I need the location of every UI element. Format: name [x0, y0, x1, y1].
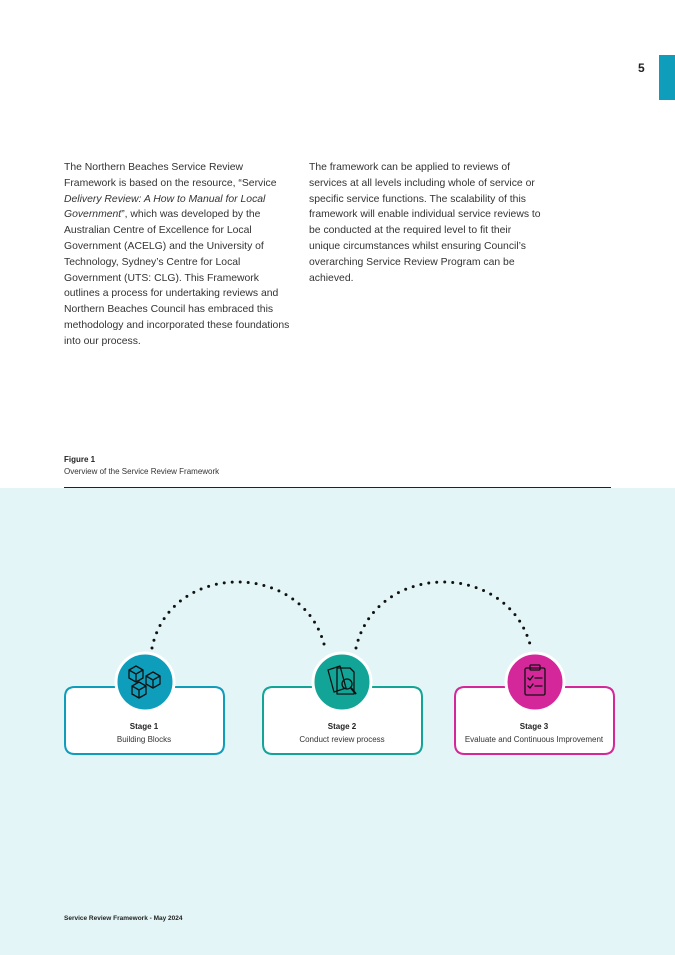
stage-1-subtitle: Building Blocks — [116, 735, 172, 744]
left-paragraph-part: The Northern Beaches Service Review Framework is based on the resource, “Service — [64, 162, 277, 189]
connector-arc-2-3 — [356, 582, 531, 648]
right-paragraph: The framework can be applied to reviews of services at all levels including whole of service or specific service functions. The scalability of this framework will enable individual service reviews to be conducted at the required level to fit their unique circumstances whilst ensuring Council’s overarching Service Review Program can be achieved. — [309, 162, 541, 284]
stage-1-title: Stage 1 — [129, 722, 159, 731]
connector-arc-1-2 — [152, 582, 325, 648]
stage-1-circle — [116, 653, 174, 711]
stage-2-title: Stage 2 — [327, 722, 357, 731]
stage-3-subtitle: Evaluate and Continuous Improvement — [464, 735, 604, 744]
figure-caption: Overview of the Service Review Framework — [64, 467, 220, 476]
figure-label: Figure 1 — [64, 455, 96, 464]
stage-3-circle — [506, 653, 564, 711]
footer-text: Service Review Framework - May 2024 — [64, 915, 183, 922]
stage-2-subtitle: Conduct review process — [299, 735, 385, 744]
left-paragraph-part: ”, which was developed by the Australian Centre of Excellence for Local Government (ACELG) and the University of Technology, Sydney’s Centre for Local Government (UTS: CLG). This Framework outlines a process for undertaking reviews and Northern Beaches Council has embraced this methodology and incorporated these foundations into our process. — [64, 209, 290, 347]
page-number: 5 — [638, 61, 645, 75]
stage-3-title: Stage 3 — [519, 722, 549, 731]
left-paragraph-italic-title: Delivery Review: A How to Manual for Local Government — [64, 193, 266, 221]
